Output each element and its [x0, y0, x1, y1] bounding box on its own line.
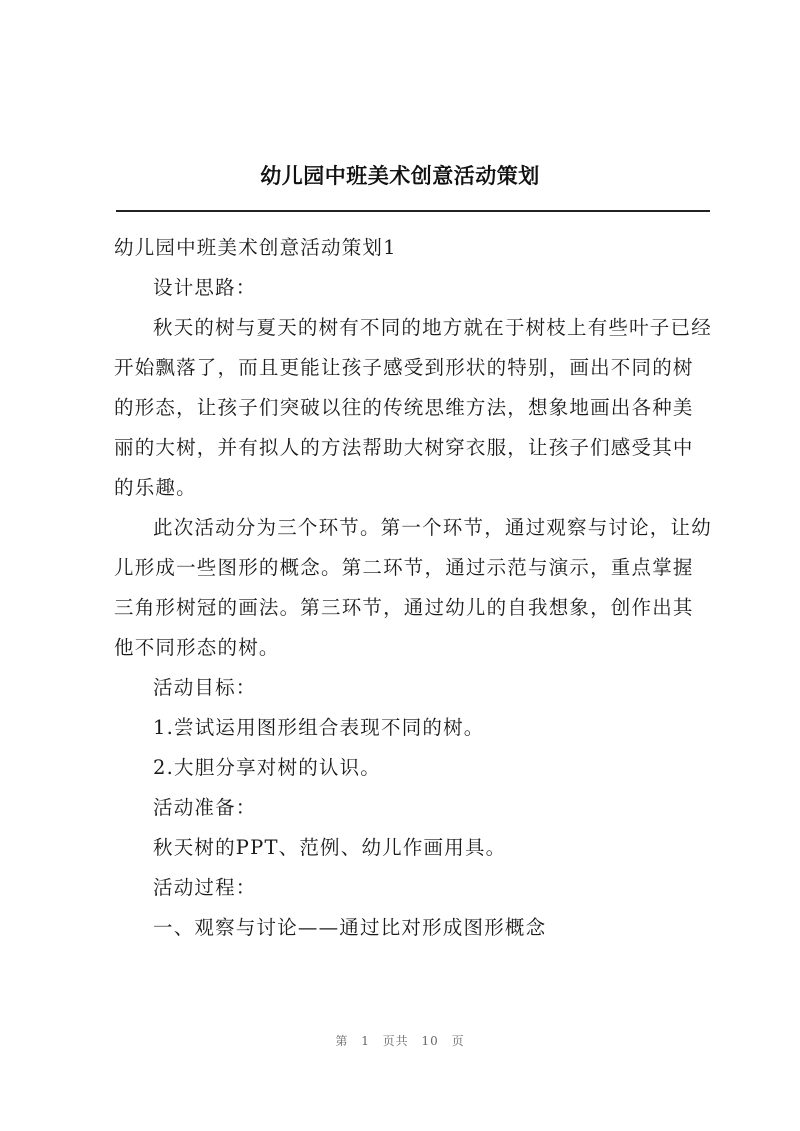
paragraph-process-label: 活动过程：: [153, 876, 257, 899]
document-title: 幼儿园中班美术创意活动策划: [260, 164, 540, 188]
paragraph-preparation-label: 活动准备：: [153, 796, 257, 819]
section-heading: 幼儿园中班美术创意活动策划1: [114, 236, 397, 259]
paragraph-process-step-1: 一、观察与讨论——通过比对形成图形概念: [153, 916, 547, 939]
paragraph-goal-2: 2.大胆分享对树的认识。: [153, 756, 382, 779]
paragraph-design-body: 秋天的树与夏天的树有不同的地方就在于树枝上有些叶子已经开始飘落了，而且更能让孩子感受到形状的特别，画出不同的树的形态，让孩子们突破以往的传统思维方法，想象地画出各种美丽的大树，并有拟人的方法帮助大树穿衣服，让孩子们感受其中的乐趣。: [114, 316, 712, 499]
paragraph-goal-1: 1.尝试运用图形组合表现不同的树。: [153, 716, 485, 739]
paragraph-goals-label: 活动目标：: [153, 676, 257, 699]
paragraph-activity-sections: 此次活动分为三个环节。第一个环节，通过观察与讨论，让幼儿形成一些图形的概念。第二环节，通过示范与演示，重点掌握三角形树冠的画法。第三环节，通过幼儿的自我想象，创作出其他不同形态的树。: [114, 516, 712, 659]
document-body: [114, 228, 714, 948]
title-divider: [116, 210, 710, 212]
paragraph-preparation-body: 秋天树的PPT、范例、幼儿作画用具。: [153, 836, 507, 859]
paragraph-design-label: 设计思路：: [153, 276, 257, 299]
page-number: 第 1 页共 10 页: [335, 1034, 465, 1048]
